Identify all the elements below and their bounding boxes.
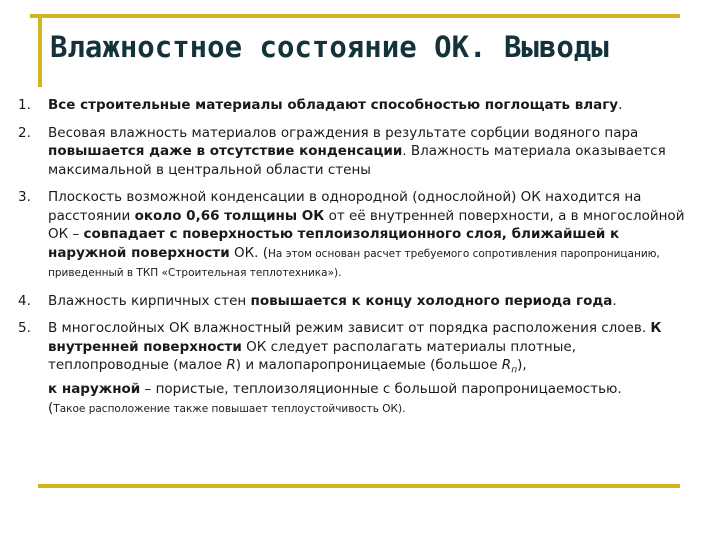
- item-number: 3.: [18, 189, 31, 205]
- item-number: 2.: [18, 124, 31, 141]
- item-text: Плоскость возможной конденсации в однородной (однослойной) ОК находится на расстоянии около 0,66 толщины ОК от её внутренней поверхности, а в многослойной ОК – совпадает с поверхностью теплоизоляционного слоя, ближайшей к наружной поверхности ОК. (На этом основан расчет требуемого сопротивления паропроницанию, приведенный в ТКП «Строительная теплотехника»).: [48, 189, 685, 279]
- item-text: Весовая влажность материалов ограждения в результате сорбции водяного пара повышается даже в отсутствие конденсации. Влажность материала оказывается максимальной в центральной области стены: [48, 124, 666, 178]
- list-item: [18, 188, 698, 283]
- item-number: 1.: [18, 97, 31, 113]
- top-accent-rule: [30, 14, 680, 18]
- list-item: [18, 319, 698, 418]
- item-text: В многослойных ОК влажностный режим зависит от порядка расположения слоев. К внутренней поверхности ОК следует располагать материалы плотные, теплопроводные (малое R) и малопаропроницаемые (большое $R_п$), к наружной – пористые, теплоизоляционные с большой паропроницаемостью. (Такое расположение также повышает теплоустойчивость ОК).: [48, 320, 662, 416]
- left-accent-bar: [38, 14, 42, 87]
- list-item: [18, 124, 698, 180]
- slide-title: Влажностное состояние ОК. Выводы: [50, 30, 609, 64]
- item-text: Все строительные материалы обладают способностью поглощать влагу.: [48, 97, 623, 113]
- item-text: Влажность кирпичных стен повышается к концу холодного периода года.: [48, 292, 617, 309]
- list-item: [18, 96, 698, 115]
- item-number: 5.: [18, 320, 31, 336]
- conclusions-list: [18, 96, 698, 427]
- item-number: 4.: [18, 292, 31, 309]
- bottom-accent-rule: [38, 484, 680, 488]
- list-item: [18, 292, 698, 311]
